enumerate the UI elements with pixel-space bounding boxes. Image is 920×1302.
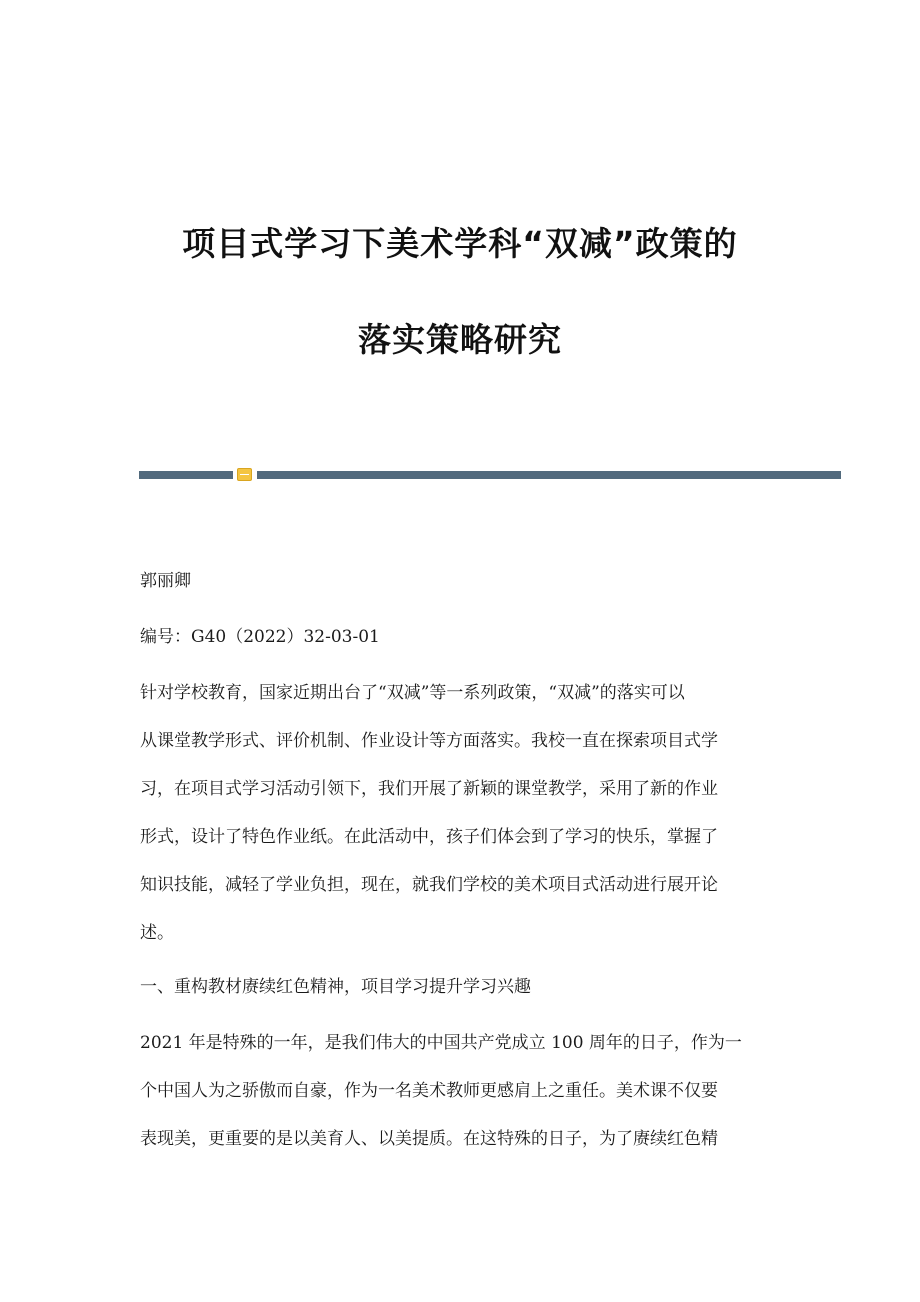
document-title-line-2: 落实策略研究 bbox=[358, 320, 562, 359]
abstract-line: 针对学校教育，国家近期出台了“双减”等一系列政策，“双减”的落实可以 bbox=[140, 683, 685, 703]
body-line: 表现美，更重要的是以美育人、以美提质。在这特殊的日子，为了赓续红色精 bbox=[140, 1129, 718, 1149]
divider-ornament-icon bbox=[237, 468, 252, 481]
body-line: 2021 年是特殊的一年，是我们伟大的中国共产党成立 100 周年的日子，作为一 bbox=[140, 1033, 742, 1053]
abstract-line: 从课堂教学形式、评价机制、作业设计等方面落实。我校一直在探索项目式学 bbox=[140, 731, 718, 751]
title-divider-right bbox=[257, 471, 841, 479]
author-name: 郭丽卿 bbox=[140, 571, 191, 591]
abstract-line: 形式，设计了特色作业纸。在此活动中，孩子们体会到了学习的快乐，掌握了 bbox=[140, 827, 718, 847]
section-heading: 一、重构教材赓续红色精神，项目学习提升学习兴趣 bbox=[140, 977, 531, 997]
title-divider-left bbox=[139, 471, 233, 479]
abstract-line: 知识技能，减轻了学业负担，现在，就我们学校的美术项目式活动进行展开论 bbox=[140, 875, 718, 895]
body-line: 个中国人为之骄傲而自豪，作为一名美术教师更感肩上之重任。美术课不仅要 bbox=[140, 1081, 718, 1101]
document-serial-number: 编号：G40（2022）32-03-01 bbox=[140, 627, 380, 647]
abstract-line: 述。 bbox=[140, 923, 174, 943]
document-title-line-1: 项目式学习下美术学科“双减”政策的 bbox=[182, 224, 738, 263]
abstract-line: 习，在项目式学习活动引领下，我们开展了新颖的课堂教学，采用了新的作业 bbox=[140, 779, 718, 799]
